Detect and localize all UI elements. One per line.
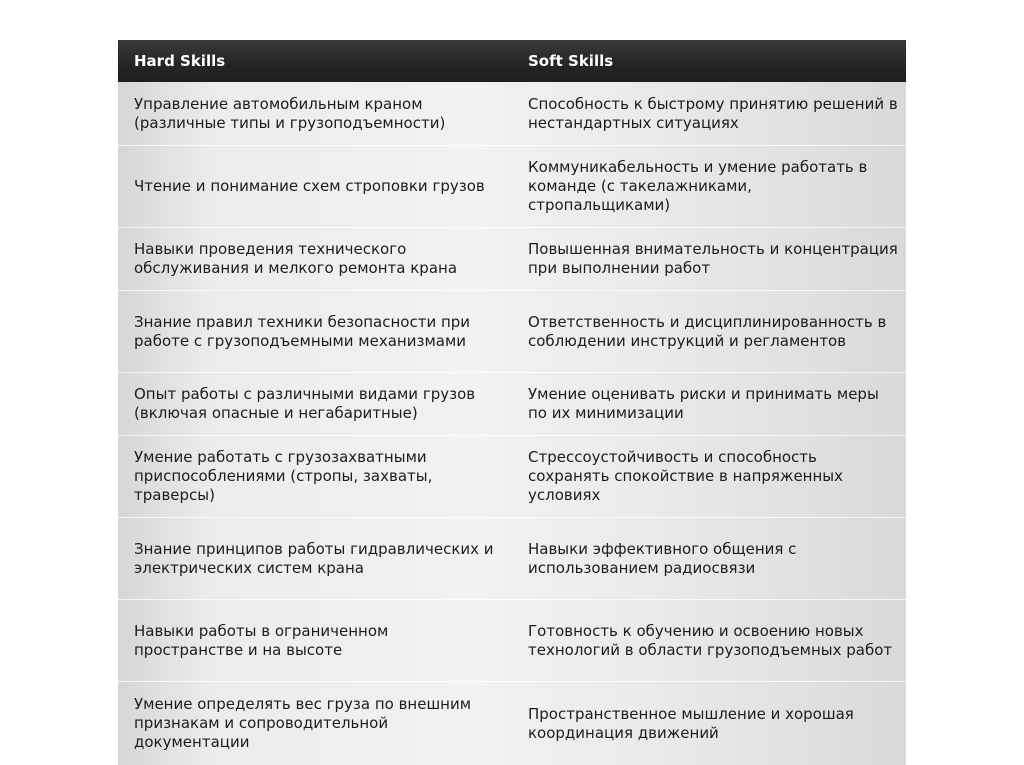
header-soft-skills: Soft Skills [528, 52, 614, 70]
table-row [118, 682, 906, 765]
table-row [118, 436, 906, 518]
soft-skill-cell: Ответственность и дисциплинированность в соблюдении инструкций и регламентов [528, 312, 887, 350]
soft-skill-cell: Повышенная внимательность и концентрация при выполнении работ [528, 240, 898, 277]
table-row [118, 228, 906, 291]
table-header [118, 40, 906, 82]
soft-skill-cell: Коммуникабельность и умение работать в команде (с такелажниками, стропальщиками) [528, 158, 868, 214]
table-row [118, 373, 906, 436]
hard-skill-cell: Чтение и понимание схем строповки грузов [134, 177, 485, 195]
hard-skill-cell: Умение работать с грузозахватными приспособлениями (стропы, захваты, траверсы) [134, 448, 433, 504]
soft-skill-cell: Готовность к обучению и освоению новых технологий в области грузоподъемных работ [528, 621, 893, 659]
hard-skill-cell: Навыки работы в ограниченном пространстве и на высоте [134, 621, 389, 659]
header-hard-skills: Hard Skills [134, 52, 226, 70]
soft-skill-cell: Пространственное мышление и хорошая координация движений [528, 704, 854, 742]
hard-skill-cell: Управление автомобильным краном (различные типы и грузоподъемности) [134, 94, 446, 132]
hard-skill-cell: Знание правил техники безопасности при работе с грузоподъемными механизмами [134, 312, 471, 350]
table-row [118, 146, 906, 228]
hard-skill-cell: Опыт работы с различными видами грузов (включая опасные и негабаритные) [134, 385, 476, 422]
table-row [118, 600, 906, 682]
soft-skill-cell: Стрессоустойчивость и способность сохранять спокойствие в напряженных условиях [528, 448, 844, 504]
soft-skill-cell: Способность к быстрому принятию решений в нестандартных ситуациях [528, 94, 898, 132]
table-row [118, 82, 906, 146]
soft-skill-cell: Навыки эффективного общения с использованием радиосвязи [528, 539, 797, 577]
table-body [118, 82, 906, 765]
hard-skill-cell: Знание принципов работы гидравлических и электрических систем крана [134, 539, 494, 577]
skills-table [118, 40, 906, 765]
hard-skill-cell: Навыки проведения технического обслуживания и мелкого ремонта крана [134, 240, 458, 277]
table-row [118, 291, 906, 373]
table-row [118, 518, 906, 600]
hard-skill-cell: Умение определять вес груза по внешним признакам и сопроводительной документации [134, 695, 472, 751]
soft-skill-cell: Умение оценивать риски и принимать меры по их минимизации [528, 385, 879, 422]
